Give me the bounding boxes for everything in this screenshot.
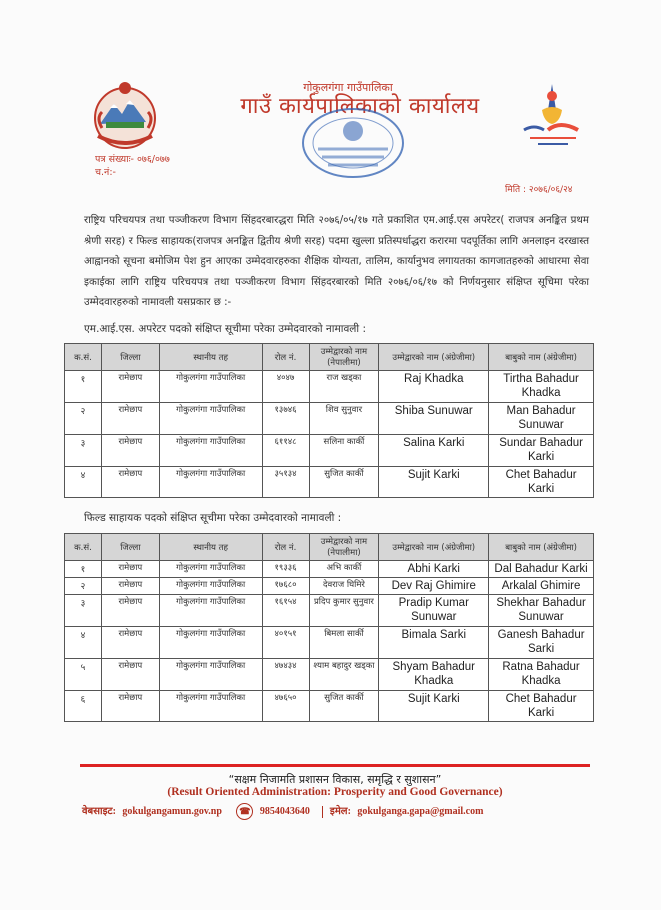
cell-name-en: Abhi Karki: [379, 561, 489, 578]
table-row: [65, 467, 594, 498]
cell-roll-no: ४०१५१: [262, 627, 309, 659]
cell-name-en: Dev Raj Ghimire: [379, 578, 489, 595]
field-assistant-table: [64, 533, 594, 722]
cell-roll-no: ४०४७: [262, 371, 309, 403]
cell-sn: १: [65, 561, 102, 578]
col-header-name-np: उम्मेद्वारको नाम (नेपालीमा): [309, 344, 379, 371]
cell-district: रामेछाप: [101, 627, 159, 659]
cell-sn: ६: [65, 691, 102, 722]
col-header-district: जिल्ला: [101, 344, 159, 371]
table-row: [65, 627, 594, 659]
table-header-row: [65, 344, 594, 371]
cell-local-level: गोकुलगंगा गाउँपालिका: [159, 371, 262, 403]
cell-father-name: Sundar Bahadur Karki: [489, 435, 594, 467]
website-label: वेबसाइट:: [82, 806, 116, 817]
body-paragraph: राष्ट्रिय परिचयपत्र तथा पञ्जीकरण विभाग सिंहदरबारद्धरा मिति २०७६/०५/१७ गते प्रकाशित एम.आई.एस अपरेटर( राजपत्र अनङ्कित प्रथम श्रेणी सरह) र फिल्ड साहायक(राजपत्र अनङ्कित द्वितीय श्रेणी सरह) पदमा खुल्ला प्रतिस्पर्धाद्धरा करारमा पदपूर्तिका लागि अनलाइन दरखास्त आह्वानको सूचना बमोजिम पेश हुन आएका उम्मेदवारहरुका शैक्षिक योग्यता, तालिम, कार्यानुभव लगायतका कागजातहरुको आधारमा सेवा इकाईका लागि राष्ट्रिय परिचयपत्र तथा पञ्जीकरण विभाग सिंहदरबारको मिति २०७६/०६/१७ को निर्णयनुसार संक्षिप्त सूचिमा परेका उम्मेदवारहरुको नामावली यसप्रकार छ :-: [84, 215, 589, 308]
table-row: [65, 691, 594, 722]
website-link[interactable]: gokulgangamun.gov.np: [122, 806, 222, 817]
table-row: [65, 371, 594, 403]
cell-name-en: Shyam Bahadur Khadka: [379, 659, 489, 691]
section-title-field-assistant: फिल्ड साहायक पदको संक्षिप्त सूचीमा परेका उम्मेदवारको नामावली :: [84, 512, 342, 524]
cell-name-np: सलिना कार्की: [309, 435, 379, 467]
cell-roll-no: १९३३६: [262, 561, 309, 578]
motto-english: (Result Oriented Administration: Prosperity and Good Governance): [167, 786, 503, 798]
contact-line: [82, 803, 602, 820]
phone-icon: ☎: [236, 803, 253, 820]
cell-local-level: गोकुलगंगा गाउँपालिका: [159, 691, 262, 722]
cell-name-en: Sujit Karki: [379, 691, 489, 722]
col-header-roll-no: रोल नं.: [262, 344, 309, 371]
cell-district: रामेछाप: [101, 467, 159, 498]
cell-name-np: श्याम बहादुर खड्का: [309, 659, 379, 691]
cell-father-name: Chet Bahadur Karki: [489, 467, 594, 498]
table-row: [65, 578, 594, 595]
table-header-row: [65, 534, 594, 561]
cell-local-level: गोकुलगंगा गाउँपालिका: [159, 578, 262, 595]
cell-roll-no: ४७४३४: [262, 659, 309, 691]
cell-sn: ५: [65, 659, 102, 691]
cell-local-level: गोकुलगंगा गाउँपालिका: [159, 403, 262, 435]
cell-local-level: गोकुलगंगा गाउँपालिका: [159, 561, 262, 578]
col-header-sn: क.सं.: [65, 534, 102, 561]
table-row: [65, 659, 594, 691]
cell-name-np: शिव सुनुवार: [309, 403, 379, 435]
contact-separator: [322, 806, 323, 818]
col-header-roll-no: रोल नं.: [262, 534, 309, 561]
cell-district: रामेछाप: [101, 371, 159, 403]
cell-father-name: Shekhar Bahadur Sunuwar: [489, 595, 594, 627]
cell-roll-no: १६१५४: [262, 595, 309, 627]
col-header-name-en: उम्मेद्वारको नाम (अंग्रेजीमा): [379, 534, 489, 561]
col-header-father-name: बाबुको नाम (अंग्रेजीमा): [489, 344, 594, 371]
cell-name-en: Raj Khadka: [379, 371, 489, 403]
cell-local-level: गोकुलगंगा गाउँपालिका: [159, 467, 262, 498]
cell-roll-no: ४७६५०: [262, 691, 309, 722]
office-stamp-icon: [298, 103, 408, 183]
cell-name-en: Bimala Sarki: [379, 627, 489, 659]
cell-district: रामेछाप: [101, 691, 159, 722]
cell-sn: ४: [65, 627, 102, 659]
email-label: इमेल:: [329, 806, 351, 817]
section-title-mis-operator: एम.आई.एस. अपरेटर पदको संक्षिप्त सूचीमा परेका उम्मेदवारको नामावली :: [84, 323, 367, 335]
cell-father-name: Ganesh Bahadur Sarki: [489, 627, 594, 659]
cell-sn: ३: [65, 435, 102, 467]
mis-operator-table: [64, 343, 594, 498]
visit-nepal-2020-logo: [520, 80, 584, 150]
table-row: [65, 595, 594, 627]
cell-district: रामेछाप: [101, 403, 159, 435]
cell-sn: १: [65, 371, 102, 403]
cell-local-level: गोकुलगंगा गाउँपालिका: [159, 659, 262, 691]
cell-district: रामेछाप: [101, 595, 159, 627]
cell-district: रामेछाप: [101, 659, 159, 691]
cell-father-name: Chet Bahadur Karki: [489, 691, 594, 722]
col-header-local-level: स्थानीय तह: [159, 534, 262, 561]
cell-name-en: Sujit Karki: [379, 467, 489, 498]
col-header-district: जिल्ला: [101, 534, 159, 561]
table-row: [65, 561, 594, 578]
cell-roll-no: ६११४८: [262, 435, 309, 467]
cell-father-name: Man Bahadur Sunuwar: [489, 403, 594, 435]
cell-district: रामेछाप: [101, 578, 159, 595]
col-header-sn: क.सं.: [65, 344, 102, 371]
cell-district: रामेछाप: [101, 561, 159, 578]
municipality-name: गोकुलगंगा गाउँपालिका: [303, 81, 393, 94]
cell-name-en: Salina Karki: [379, 435, 489, 467]
cell-local-level: गोकुलगंगा गाउँपालिका: [159, 595, 262, 627]
email-link[interactable]: gokulganga.gapa@gmail.com: [357, 806, 484, 817]
cell-name-np: राज खड्का: [309, 371, 379, 403]
cell-sn: ४: [65, 467, 102, 498]
cell-father-name: Ratna Bahadur Khadka: [489, 659, 594, 691]
cell-sn: ३: [65, 595, 102, 627]
office-title: गाउँ कार्यपालिकाको कार्यालय: [240, 94, 480, 119]
motto-nepali: “सक्षम निजामति प्रशासन विकास, समृद्धि र सुशासन”: [228, 773, 442, 786]
cell-name-np: देवराज घिमिरे: [309, 578, 379, 595]
nepal-emblem-icon: [88, 78, 162, 152]
letter-date: मिति : २०७६/०६/२४: [505, 185, 573, 195]
col-header-father-name: बाबुको नाम (अंग्रेजीमा): [489, 534, 594, 561]
cell-roll-no: १७६८०: [262, 578, 309, 595]
cell-father-name: Tirtha Bahadur Khadka: [489, 371, 594, 403]
cell-roll-no: १३७४६: [262, 403, 309, 435]
cell-name-np: अभि कार्की: [309, 561, 379, 578]
cell-sn: २: [65, 403, 102, 435]
cell-local-level: गोकुलगंगा गाउँपालिका: [159, 435, 262, 467]
table-row: [65, 435, 594, 467]
cell-name-np: प्रदिप कुमार सुनुवार: [309, 595, 379, 627]
table-row: [65, 403, 594, 435]
reference-number: पत्र संख्याः- ०७६/०७७: [95, 154, 170, 165]
cell-father-name: Arkalal Ghimire: [489, 578, 594, 595]
col-header-name-np: उम्मेद्वारको नाम (नेपालीमा): [309, 534, 379, 561]
cell-sn: २: [65, 578, 102, 595]
cell-roll-no: ३५१३४: [262, 467, 309, 498]
col-header-local-level: स्थानीय तह: [159, 344, 262, 371]
cell-name-np: सुजित कार्की: [309, 691, 379, 722]
cell-name-en: Pradip Kumar Sunuwar: [379, 595, 489, 627]
dispatch-number: च.नं:-: [95, 167, 116, 178]
cell-local-level: गोकुलगंगा गाउँपालिका: [159, 627, 262, 659]
cell-name-en: Shiba Sunuwar: [379, 403, 489, 435]
cell-district: रामेछाप: [101, 435, 159, 467]
cell-name-np: बिमला सार्की: [309, 627, 379, 659]
col-header-name-en: उम्मेद्वारको नाम (अंग्रेजीमा): [379, 344, 489, 371]
cell-father-name: Dal Bahadur Karki: [489, 561, 594, 578]
phone-number[interactable]: 9854043640: [259, 806, 310, 817]
footer-divider: [80, 764, 590, 767]
cell-name-np: सुजित कार्की: [309, 467, 379, 498]
